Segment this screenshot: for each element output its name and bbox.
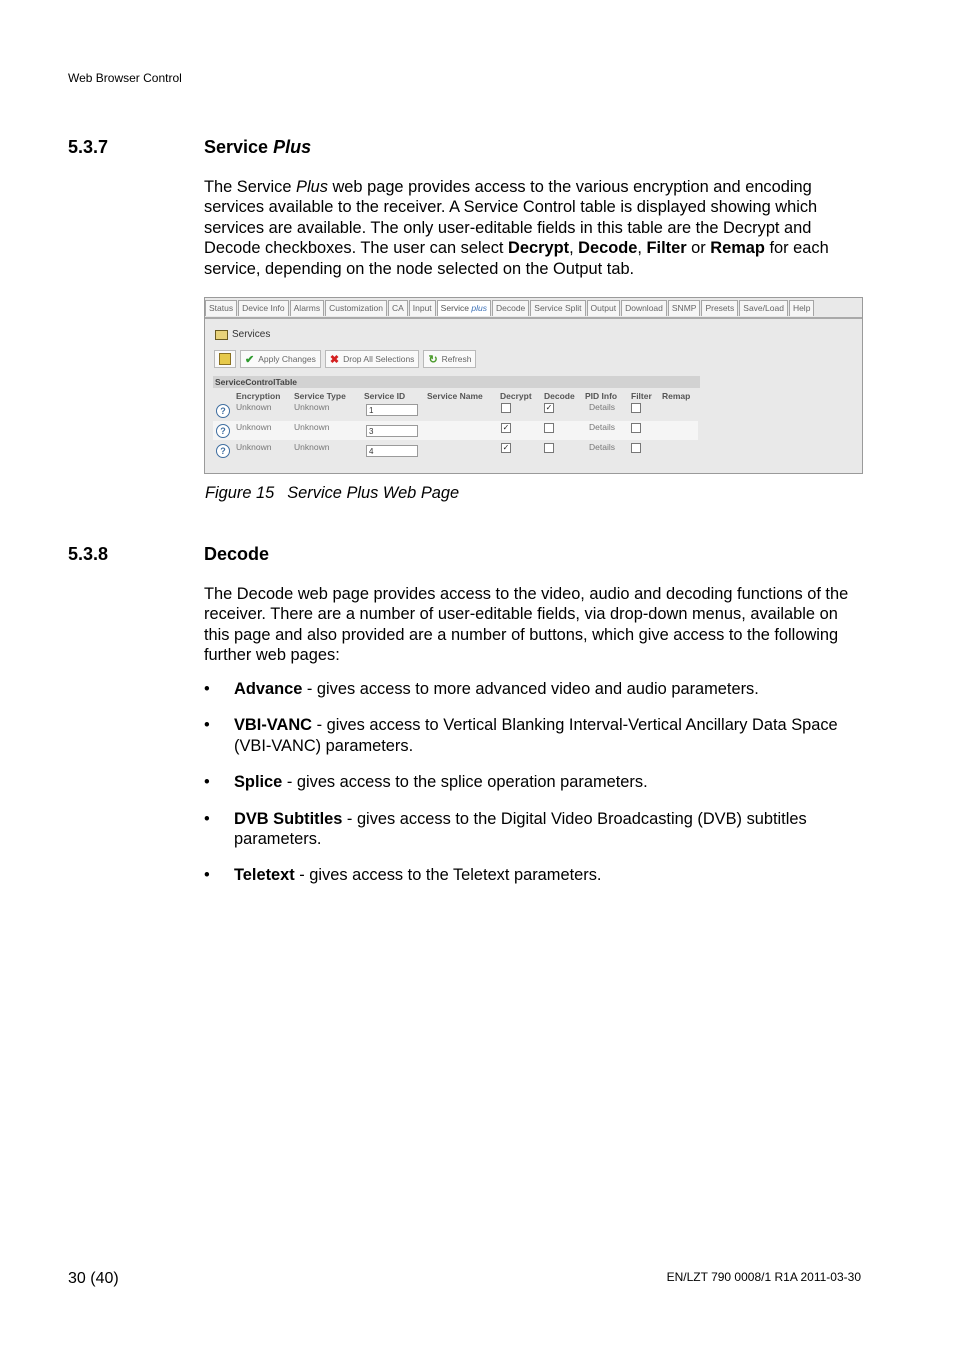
- tab-save-load[interactable]: Save/Load: [739, 300, 788, 316]
- service-control-table-title: ServiceControlTable: [213, 376, 700, 388]
- list-item: • DVB Subtitles - gives access to the Digital Video Broadcasting (DVB) subtitles parameters.: [204, 809, 807, 849]
- table-row: ? Unknown Unknown 4 ✓ Details: [213, 441, 698, 460]
- table-row: ? Unknown Unknown 3 ✓ Details: [213, 421, 698, 440]
- document-id: EN/LZT 790 0008/1 R1A 2011-03-30: [666, 1270, 861, 1284]
- pid-details-link[interactable]: Details: [589, 402, 615, 412]
- service-plus-screenshot: [204, 297, 863, 474]
- decode-bullet-list: [204, 679, 866, 902]
- column-header: Remap: [662, 391, 691, 401]
- tab-service-split[interactable]: Service Split: [530, 300, 585, 316]
- service-id-field[interactable]: 3: [366, 425, 418, 437]
- section-number: 5.3.7: [68, 137, 109, 157]
- tab-customization[interactable]: Customization: [325, 300, 387, 316]
- help-icon[interactable]: ?: [216, 424, 230, 438]
- filter-checkbox[interactable]: [631, 403, 641, 413]
- pid-details-link[interactable]: Details: [589, 422, 615, 432]
- service-plus-paragraph: The Service Plus web page provides access to the various encryption and encoding services available to the receiver. A Service Control table is displayed showing which services are available. The only user-editable fields in this table are the Decrypt and Decode checkboxes. The user can select Decrypt, Decode, Filter or Remap for each service, depending on the node selected on the Output tab.: [204, 178, 829, 278]
- column-header: Service ID: [364, 391, 406, 401]
- save-button[interactable]: [214, 350, 236, 368]
- figure-caption: [205, 484, 459, 503]
- close-icon: ✖: [329, 353, 340, 366]
- filter-checkbox[interactable]: [631, 443, 641, 453]
- pid-details-link[interactable]: Details: [589, 442, 615, 452]
- column-header: Decrypt: [500, 391, 532, 401]
- check-icon: ✔: [245, 353, 255, 366]
- drop-all-selections-button[interactable]: ✖ Drop All Selections: [325, 350, 420, 368]
- section-title-italic: Plus: [273, 137, 312, 157]
- tab-download[interactable]: Download: [621, 300, 667, 316]
- section-title: Decode: [204, 544, 270, 564]
- list-item: • Advance - gives access to more advanced video and audio parameters.: [204, 680, 759, 698]
- list-item: • Splice - gives access to the splice operation parameters.: [204, 773, 648, 792]
- tab-device-info[interactable]: Device Info: [238, 300, 289, 316]
- tab-decode[interactable]: Decode: [492, 300, 529, 316]
- tab-service-plus[interactable]: Service plus: [437, 300, 491, 316]
- list-item: • VBI-VANC - gives access to Vertical Blanking Interval-Vertical Ancillary Data Space (VBI-VANC) parameters.: [204, 716, 838, 755]
- column-header: Decode: [544, 391, 575, 401]
- tab-bar: [205, 300, 862, 319]
- column-header: Service Name: [427, 391, 483, 401]
- filter-checkbox[interactable]: [631, 423, 641, 433]
- refresh-icon: ↻: [428, 353, 438, 366]
- caption-title: Service Plus Web Page: [287, 484, 460, 502]
- tab-alarms[interactable]: Alarms: [290, 300, 324, 316]
- table-icon: [215, 330, 228, 340]
- tab-presets[interactable]: Presets: [701, 300, 738, 316]
- decrypt-checkbox[interactable]: ✓: [502, 423, 510, 432]
- decode-paragraph: The Decode web page provides access to the video, audio and decoding functions of the receiver. There are a number of user-editable fields, via drop-down menus, available on this page and also provided are a number of buttons, which give access to the following further web pages:: [204, 585, 849, 665]
- section-title: [204, 137, 311, 158]
- decode-checkbox[interactable]: [544, 443, 554, 453]
- tab-help[interactable]: Help: [789, 300, 814, 316]
- apply-changes-button[interactable]: ✔ Apply Changes: [240, 350, 321, 368]
- refresh-button[interactable]: ↻ Refresh: [423, 350, 476, 368]
- decrypt-checkbox[interactable]: ✓: [502, 443, 510, 452]
- column-header: PID Info: [585, 391, 618, 401]
- toolbar: [214, 350, 480, 368]
- tab-status[interactable]: Status: [205, 300, 237, 316]
- tab-input[interactable]: Input: [409, 300, 436, 316]
- column-header: Encryption: [236, 391, 281, 401]
- help-icon[interactable]: ?: [216, 404, 230, 418]
- running-header: Web Browser Control: [68, 71, 182, 85]
- tab-output[interactable]: Output: [587, 300, 621, 316]
- service-id-field[interactable]: 4: [366, 445, 418, 457]
- page-number: 30 (40): [68, 1270, 119, 1287]
- decrypt-checkbox[interactable]: [501, 403, 511, 413]
- service-id-field[interactable]: 1: [366, 404, 418, 416]
- caption-label: Figure 15: [205, 484, 275, 502]
- tab-ca[interactable]: CA: [388, 300, 408, 316]
- services-title: Services: [215, 329, 270, 340]
- save-icon: [219, 353, 231, 365]
- column-header: Filter: [631, 391, 652, 401]
- column-header: Service Type: [294, 391, 346, 401]
- section-title-plain: Service: [204, 137, 274, 157]
- decode-checkbox[interactable]: [544, 423, 554, 433]
- help-icon[interactable]: ?: [216, 444, 230, 458]
- table-row: ? Unknown Unknown 1 ✓ Details: [213, 401, 698, 420]
- tab-snmp[interactable]: SNMP: [668, 300, 701, 316]
- decode-checkbox[interactable]: ✓: [545, 403, 553, 412]
- list-item: • Teletext - gives access to the Teletext parameters.: [204, 866, 602, 885]
- section-number: 5.3.8: [68, 544, 109, 564]
